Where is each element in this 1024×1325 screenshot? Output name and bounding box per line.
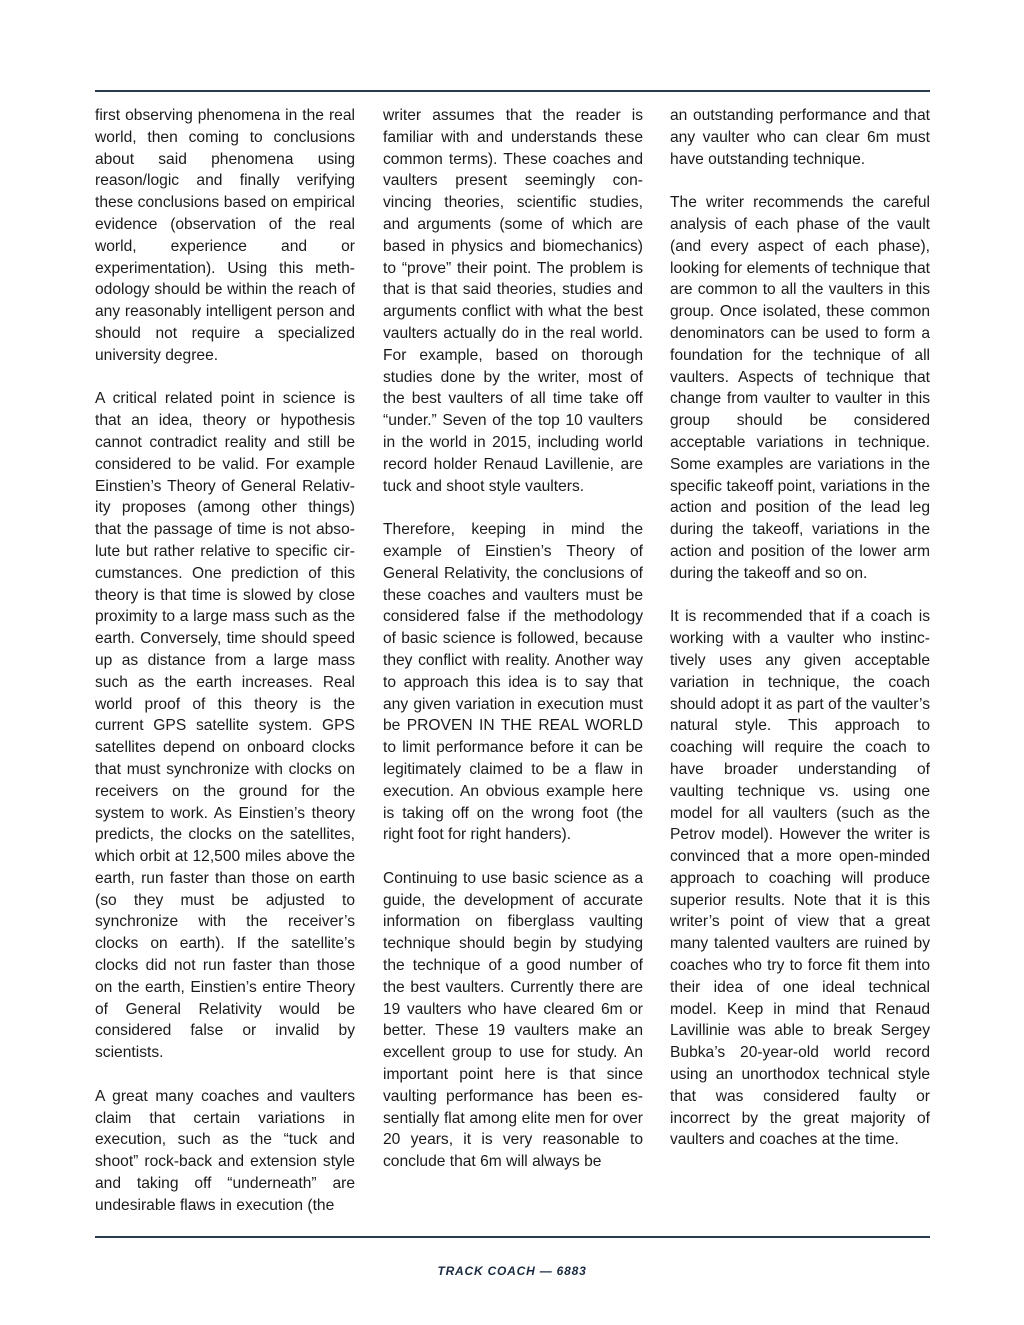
footer-rule [95, 1236, 930, 1238]
paragraph: an outstanding performance and that any vaulter who can clear 6m must have outstanding technique. [670, 107, 930, 168]
text-column-1 [95, 105, 355, 1217]
text-column-2 [383, 105, 643, 1173]
paragraph: Therefore, keeping in mind the example of Einstien’s Theory of General Relativity, the conclusions of these coaches and vaulters must be considered false if the methodology of basic science is followed, because they conflict with reality. Another way to approach this idea is to say that any given variation in execution must be PROVEN IN THE REAL WORLD to limit performance before it can be legitimately claimed to be a flaw in execution. An obvious example here is taking off on the wrong foot (the right foot for right handers). [383, 521, 643, 844]
paragraph: A great many coaches and vaulters claim that certain variations in execution, such as the “tuck and shoot” rock-back and extension style and taking off “underneath” are undesirable flaws in execution (the [95, 1087, 355, 1214]
paragraph: first observing phenomena in the real world, then coming to conclusions about said phenomena using reason/logic and finally verifying these conclusions based on empirical evidence (observation of the real world, experience and or experimentation). Using this methodology should be within the reach of any reasonably intelligent person and should not require a specialized university degree. [95, 107, 355, 364]
text-column-3 [670, 105, 930, 1151]
paragraph: It is recommended that if a coach is working with a vaulter who instinctively uses any given acceptable variation in technique, the coach should adopt it as part of the vaulter’s natural style. This approach to coaching will require the coach to have broader understanding of vaulting technique vs. using one model for all vaulters (such as the Petrov model). However the writer is convinced that a more open-minded approach to coaching will produce superior results. Note that it is this writer’s point of view that a great many talented vaulters are ruined by coaches who try to force fit them into their idea of one ideal technical model. Keep in mind that Renaud Lavillinie was able to break Sergey Bubka’s 20-year-old world record using an unorthodox technical style that was considered faulty or incorrect by the great majority of vaulters and coaches at the time. [670, 608, 930, 1149]
paragraph: The writer recommends the careful analysis of each phase of the vault (and every aspect of each phase), looking for elements of technique that are common to all the vaulters in this group. Once isolated, these common denominators can be used to form a foundation for the technique of all vaulters. Aspects of technique that change from vaulter to vaulter in this group should be considered acceptable variations in technique. Some examples are variations in the specific takeoff point, variations in the action and position of the lead leg during the takeoff, variations in the action and position of the lower arm during the takeoff and so on. [670, 194, 930, 582]
page-footer: TRACK COACH — 6883 [437, 1264, 587, 1278]
paragraph: writer assumes that the reader is familiar with and understands these common terms). These coaches and vaulters present seemingly convincing theories, scientific studies, and arguments (some of which are based in physics and biomechanics) to “prove” their point. The problem is that is that said theories, studies and arguments conflict with what the best vaulters actually do in the real world. For example, based on thorough studies done by the writer, most of the best vaulters of all time take off “under.” Seven of the top 10 vaulters in the world in 2015, including world record holder Renaud Lavillenie, are tuck and shoot style vaulters. [383, 107, 643, 495]
paragraph: Continuing to use basic science as a guide, the development of accurate information on fiberglass vaulting technique should begin by studying the technique of a good number of the best vaulters. Currently there are 19 vaulters who have cleared 6m or better. These 19 vaulters make an excellent group to use for study. An important point here is that since vaulting performance has been essentially flat among elite men for over 20 years, it is very reasonable to conclude that 6m will always be [383, 869, 643, 1171]
header-rule [95, 90, 930, 92]
paragraph: A critical related point in science is that an idea, theory or hypothesis cannot contradict reality and still be considered to be valid. For example Einstien’s Theory of General Relativity proposes (among other things) that the passage of time is not absolute but rather relative to specific circumstances. One prediction of this theory is that time is slowed by close proximity to a large mass such as the earth. Conversely, time should speed up as distance from a large mass such as the earth increases. Real world proof of this theory is the current GPS satellite system. GPS satellites depend on onboard clocks that must synchronize with clocks on receivers on the ground for the system to work. As Einstien’s theory predicts, the clocks on the satellites, which orbit at 12,500 miles above the earth, run faster than those on earth (so they must be adjusted to synchronize with the receiver’s clocks on earth). If the satellite’s clocks did not run faster than those on the earth, Einstien’s entire Theory of General Relativity would be considered false or invalid by scientists. [95, 390, 355, 1062]
